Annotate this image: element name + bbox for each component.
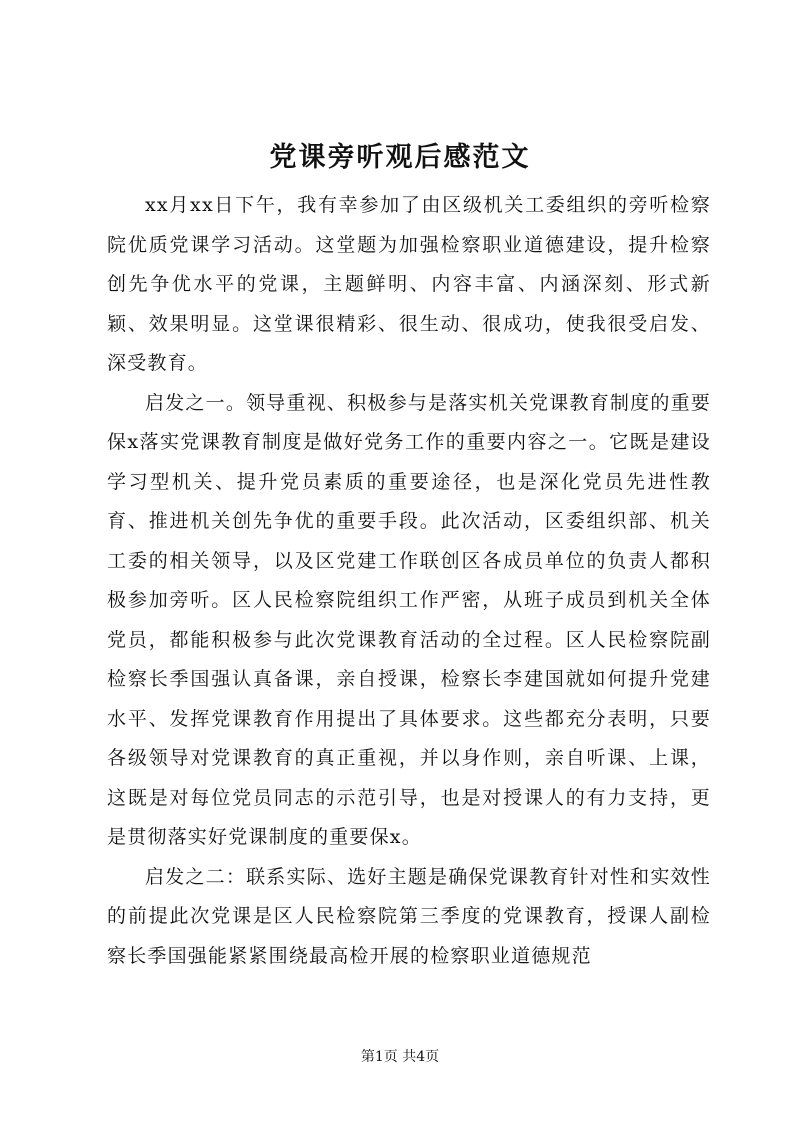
page-footer: 第1页 共4页	[360, 1049, 440, 1065]
paragraph-2: 启发之一。领导重视、积极参与是落实机关党课教育制度的重要保x落实党课教育制度是做好党务工作的重要内容之一。它既是建设学习型机关、提升党员素质的重要途径，也是深化党员先进性教育、推进机关创先争优的重要手段。此次活动，区委组织部、机关工委的相关领导，以及区党建工作联创区各成员单位的负责人都积极参加旁听。区人民检察院组织工作严密，从班子成员到机关全体党员，都能积极参与此次党课教育活动的全过程。区人民检察院副检察长季国强认真备课，亲自授课，检察长李建国就如何提升党建水平、发挥党课教育作用提出了具体要求。这些都充分表明，只要各级领导对党课教育的真正重视，并以身作则，亲自听课、上课，这既是对每位党员同志的示范引导，也是对授课人的有力支持，更是贯彻落实好党课制度的重要保x。	[107, 391, 711, 848]
document-title: 党课旁听观后感范文	[269, 142, 531, 173]
paragraph-3: 启发之二：联系实际、选好主题是确保党课教育针对性和实效性的前提此次党课是区人民检察院第三季度的党课教育，授课人副检察长季国强能紧紧围绕最高检开展的检察职业道德规范	[107, 865, 711, 967]
paragraph-1: xx月xx日下午，我有幸参加了由区级机关工委组织的旁听检察院优质党课学习活动。这堂题为加强检察职业道德建设，提升检察创先争优水平的党课，主题鲜明、内容丰富、内涵深刻、形式新颖、效果明显。这堂课很精彩、很生动、很成功，使我很受启发、深受教育。	[107, 194, 711, 374]
document-body	[107, 186, 711, 976]
